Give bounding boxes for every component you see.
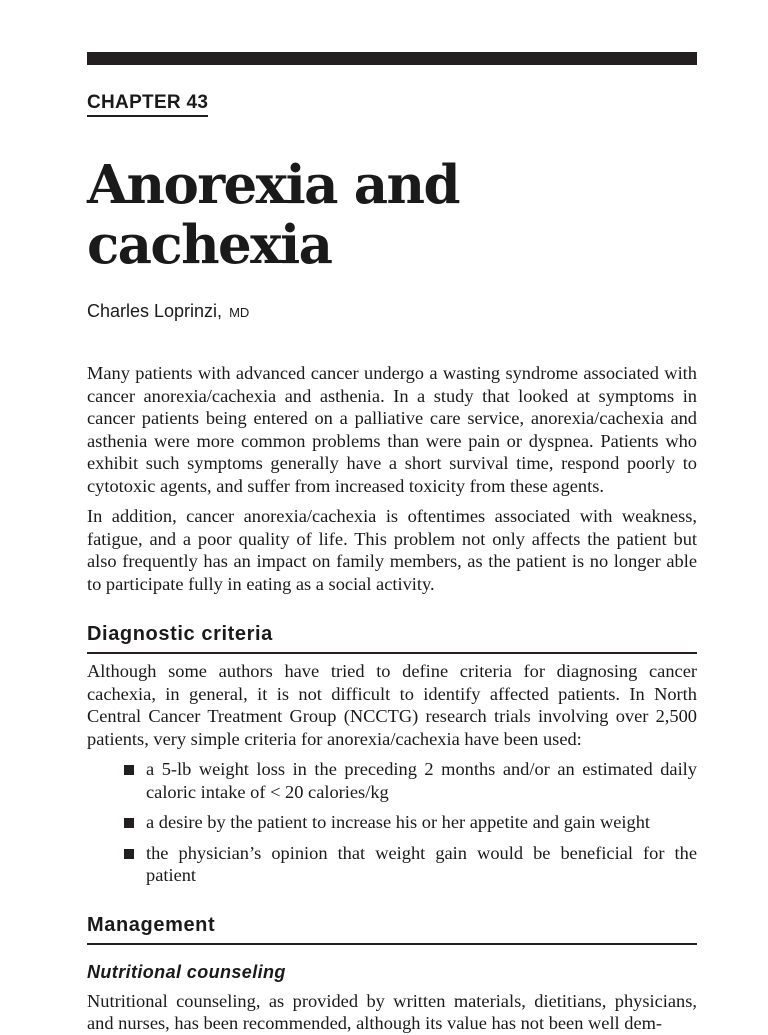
page — [87, 52, 697, 1035]
list-item — [146, 842, 697, 887]
criteria-text: the physician’s opinion that weight gain would be beneficial for the patient — [146, 842, 697, 885]
author-line — [87, 300, 697, 324]
list-item — [146, 758, 697, 803]
intro-paragraph-2: In addition, cancer anorexia/cachexia is oftentimes associated with weakness, fatigue, and a poor quality of life. This problem not only affects the patient but also frequently has an impact on family members, as the patient is no longer able to participate fully in eating as a social activity. — [87, 506, 697, 594]
criteria-list — [87, 758, 697, 887]
list-item — [146, 811, 697, 834]
subheading-nutritional-counseling: Nutritional counseling — [87, 961, 286, 982]
criteria-text: a 5-lb weight loss in the preceding 2 months and/or an estimated daily caloric intake of < 20 calories/kg — [146, 759, 697, 802]
intro-paragraph-1: Many patients with advanced cancer undergo a wasting syndrome associated with cancer anorexia/cachexia and asthenia. In a study that looked at symptoms in cancer patients being entered on a palliative care service, anorexia/cachexia and asthenia were more common problems than were pain or dyspnea. Patients who exhibit such symptoms generally have a short survival time, respond poorly to cytotoxic agents, and suffer from increased toxicity from these agents. — [87, 363, 697, 496]
square-bullet-icon — [124, 765, 134, 775]
section-heading-management: Management — [87, 913, 697, 945]
square-bullet-icon — [124, 849, 134, 859]
criteria-text: a desire by the patient to increase his or her appetite and gain weight — [146, 812, 651, 832]
management-paragraph: Nutritional counseling, as provided by written materials, dietitians, physicians, and nurses, has been recommended, although its value has not been well dem- — [87, 990, 697, 1033]
chapter-title: Anorexia and cachexia — [87, 154, 459, 276]
top-rule — [87, 52, 697, 65]
section-heading-diagnostic-criteria: Diagnostic criteria — [87, 622, 697, 654]
chapter-label: CHAPTER 43 — [87, 92, 208, 117]
diagnostic-paragraph: Although some authors have tried to define criteria for diagnosing cancer cachexia, in general, it is not difficult to identify affected patients. In North Central Cancer Treatment Group (NCCTG) research trials involving over 2,500 patients, very simple criteria for anorexia/cachexia have been used: — [87, 661, 697, 749]
author-credential: MD — [229, 305, 250, 320]
author-name: Charles Loprinzi, — [87, 301, 223, 321]
square-bullet-icon — [124, 818, 134, 828]
